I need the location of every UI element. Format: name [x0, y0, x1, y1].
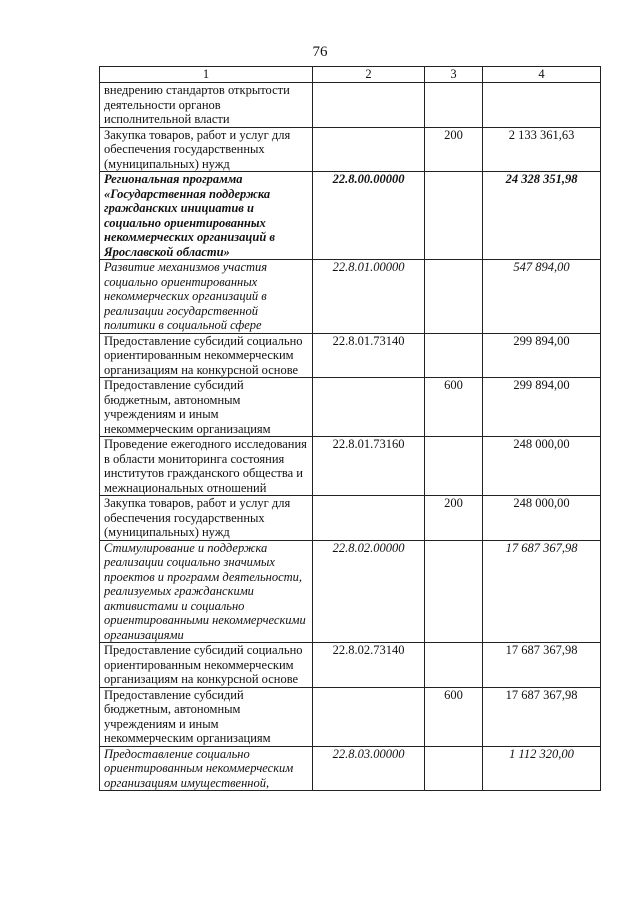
row-name-cell: внедрению стандартов открытости деятельности органов исполнительной власти: [100, 83, 313, 128]
row-name-cell: Предоставление субсидий социально ориентированным некоммерческим организациям на конкурсной основе: [100, 643, 313, 688]
row-amount-cell: 547 894,00: [483, 260, 601, 334]
row-amount-cell: 1 112 320,00: [483, 746, 601, 791]
row-amount-cell: 299 894,00: [483, 378, 601, 437]
table-row: [100, 83, 601, 128]
row-name-cell: Предоставление субсидий бюджетным, автономным учреждениям и иным некоммерческим организациям: [100, 687, 313, 746]
row-vr-cell: [425, 540, 483, 643]
row-vr-cell: [425, 333, 483, 378]
row-code-cell: 22.8.01.73160: [313, 437, 425, 496]
table-row: [100, 127, 601, 172]
table-row: [100, 378, 601, 437]
row-vr-cell: 600: [425, 378, 483, 437]
table-row: [100, 496, 601, 541]
row-code-cell: 22.8.02.00000: [313, 540, 425, 643]
row-amount-cell: 248 000,00: [483, 496, 601, 541]
row-vr-cell: [425, 437, 483, 496]
row-vr-cell: 200: [425, 496, 483, 541]
row-code-cell: 22.8.00.00000: [313, 172, 425, 260]
row-name-cell: Закупка товаров, работ и услуг для обеспечения государственных (муниципальных) нужд: [100, 496, 313, 541]
row-vr-cell: [425, 746, 483, 791]
row-amount-cell: 2 133 361,63: [483, 127, 601, 172]
row-name-cell: Стимулирование и поддержка реализации социально значимых проектов и программ деятельности, реализуемых гражданскими активистами и социально ориентированными некоммерческими организациями: [100, 540, 313, 643]
row-amount-cell: 248 000,00: [483, 437, 601, 496]
header-col-3: 3: [425, 67, 483, 83]
table-row: [100, 333, 601, 378]
header-col-1: 1: [100, 67, 313, 83]
table-row: [100, 260, 601, 334]
row-name-cell: Предоставление субсидий социально ориентированным некоммерческим организациям на конкурсной основе: [100, 333, 313, 378]
table-row: [100, 746, 601, 791]
row-code-cell: [313, 378, 425, 437]
table-row: [100, 687, 601, 746]
header-col-2: 2: [313, 67, 425, 83]
row-vr-cell: 600: [425, 687, 483, 746]
row-name-cell: Региональная программа «Государственная поддержка гражданских инициатив и социально ориентированных некоммерческих организаций в Ярославской области»: [100, 172, 313, 260]
table-row: [100, 172, 601, 260]
row-code-cell: 22.8.03.00000: [313, 746, 425, 791]
row-vr-cell: [425, 643, 483, 688]
row-name-cell: Предоставление социально ориентированным некоммерческим организациям имущественной,: [100, 746, 313, 791]
table-row: [100, 643, 601, 688]
row-name-cell: Проведение ежегодного исследования в области мониторинга состояния институтов гражданского общества и межнациональных отношений: [100, 437, 313, 496]
page-number: 76: [312, 44, 328, 60]
row-name-cell: Закупка товаров, работ и услуг для обеспечения государственных (муниципальных) нужд: [100, 127, 313, 172]
table-header-row: [100, 67, 601, 83]
header-col-4: 4: [483, 67, 601, 83]
row-vr-cell: [425, 172, 483, 260]
row-code-cell: [313, 83, 425, 128]
row-code-cell: [313, 687, 425, 746]
row-name-cell: Развитие механизмов участия социально ориентированных некоммерческих организаций в реализации государственной политики в социальной сфере: [100, 260, 313, 334]
row-amount-cell: 24 328 351,98: [483, 172, 601, 260]
row-code-cell: 22.8.01.00000: [313, 260, 425, 334]
row-amount-cell: 17 687 367,98: [483, 687, 601, 746]
row-vr-cell: [425, 83, 483, 128]
row-vr-cell: [425, 260, 483, 334]
row-code-cell: [313, 496, 425, 541]
row-amount-cell: 299 894,00: [483, 333, 601, 378]
row-code-cell: [313, 127, 425, 172]
budget-table: [99, 66, 601, 791]
row-vr-cell: 200: [425, 127, 483, 172]
table-row: [100, 540, 601, 643]
row-amount-cell: 17 687 367,98: [483, 643, 601, 688]
row-amount-cell: 17 687 367,98: [483, 540, 601, 643]
row-code-cell: 22.8.01.73140: [313, 333, 425, 378]
row-code-cell: 22.8.02.73140: [313, 643, 425, 688]
row-name-cell: Предоставление субсидий бюджетным, автономным учреждениям и иным некоммерческим организациям: [100, 378, 313, 437]
row-amount-cell: [483, 83, 601, 128]
table-row: [100, 437, 601, 496]
